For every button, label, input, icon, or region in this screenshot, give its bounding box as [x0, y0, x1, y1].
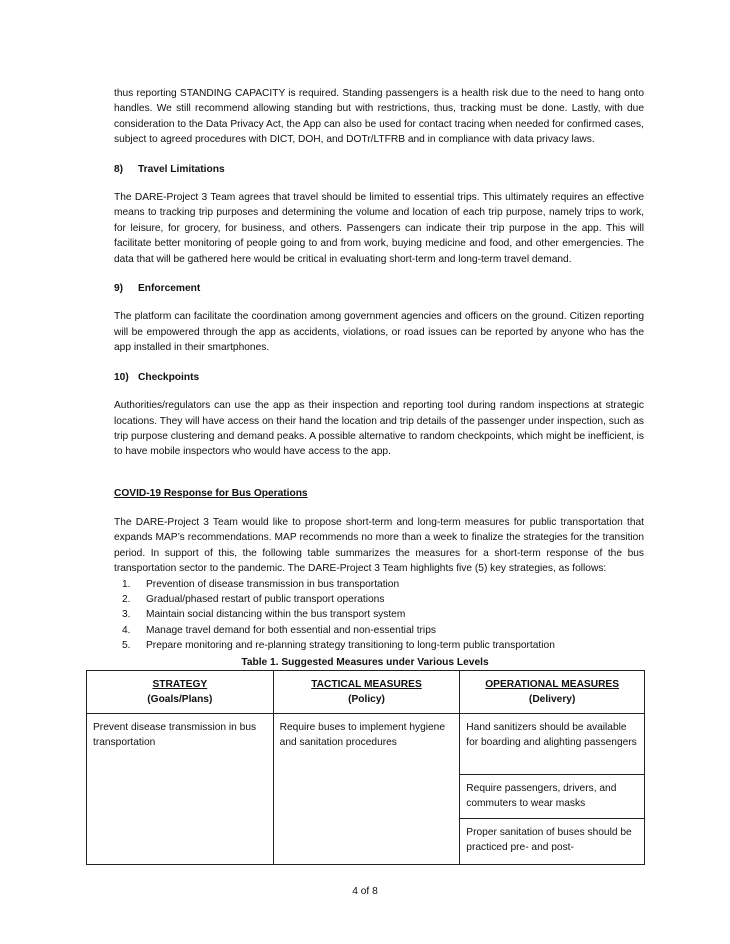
measures-table: [86, 670, 645, 865]
section-heading-travel-limitations: [114, 162, 644, 177]
section-heading-enforcement: [114, 281, 644, 296]
cell-operational: Require passengers, drivers, and commuters to wear masks: [460, 774, 645, 818]
covid-section-body: [114, 515, 644, 654]
table-header-row: [87, 671, 645, 714]
cell-operational: Hand sanitizers should be available for boarding and alighting passengers: [460, 713, 645, 774]
section-title: Checkpoints: [138, 371, 200, 383]
list-item: 3. Maintain social distancing within the bus transport system: [122, 609, 406, 621]
header-tactical-measures: TACTICAL MEASURES (Policy): [273, 671, 460, 714]
header-operational-measures: OPERATIONAL MEASURES (Delivery): [460, 671, 645, 714]
section-body-enforcement: The platform can facilitate the coordination among government agencies and officers on the ground. Citizen reporting will be empowered through the app as accidents, violations, or road issues can be reported by anyone who has the app installed in their smartphones.: [114, 311, 644, 354]
section-number: 10): [114, 371, 129, 383]
list-item: 5. Prepare monitoring and re-planning strategy transitioning to long-term public transportation: [122, 640, 555, 652]
section-title: Travel Limitations: [138, 163, 225, 175]
document-page: [114, 86, 644, 460]
section-number: 8): [114, 163, 124, 175]
list-item: 2. Gradual/phased restart of public transport operations: [122, 594, 385, 606]
page-number: 4 of 8: [352, 886, 378, 897]
table-caption: Table 1. Suggested Measures under Various Levels: [241, 657, 489, 668]
covid-intro-paragraph: The DARE-Project 3 Team would like to propose short-term and long-term measures for public transportation that expands MAP’s recommendations. MAP recommends no more than a week to finalize the strategies for the transition period. In support of this, the following table summarizes the measures for a short-term response of the bus transportation sector to the pandemic. The DARE-Project 3 Team highlights five (5) key strategies, as follows:: [114, 517, 644, 575]
section-body-checkpoints: Authorities/regulators can use the app as their inspection and reporting tool during random inspections at strategic locations. They will have access on their hand the location and trip details of the passenger under inspection, such as trip purpose clustering and demand peaks. A possible alternative to random checkpoints, which might be inefficient, is to have mobile inspectors who would have access to the app.: [114, 400, 644, 458]
section-title: Enforcement: [138, 283, 201, 295]
header-strategy: STRATEGY (Goals/Plans): [87, 671, 274, 714]
strategy-list: [114, 577, 644, 654]
section-body-travel-limitations: The DARE-Project 3 Team agrees that travel should be limited to essential trips. This ultimately requires an effective means to tracking trip purposes and determining the volume and location of each trip purpose, namely trips to work, for leisure, for grocery, for business, and others. Passengers can indicate their trip purpose in the app. This will facilitate better monitoring of people going to and from work, buying medicine and food, and other emergencies. The data that will be gathered here would be critical in evaluating short-term and long-term travel demand.: [114, 192, 644, 265]
cell-operational: Proper sanitation of buses should be practiced pre- and post-: [460, 818, 645, 864]
cell-tactical: Require buses to implement hygiene and sanitation procedures: [273, 713, 460, 864]
section-number: 9): [114, 283, 124, 295]
table-row: [87, 713, 645, 774]
section-heading-checkpoints: [114, 370, 644, 385]
list-item: 1. Prevention of disease transmission in bus transportation: [122, 578, 400, 590]
continuation-paragraph: thus reporting STANDING CAPACITY is required. Standing passengers is a health risk due to the need to hang onto handles. We still recommend allowing standing but with restrictions, thus, tracking must be done. Lastly, with due consideration to the Data Privacy Act, the App can also be used for contact tracing when needed for confirmed cases, subject to agreed procedures with DICT, DOH, and DOTr/LTFRB and in compliance with data privacy laws.: [114, 88, 644, 146]
covid-section-title: COVID-19 Response for Bus Operations: [114, 488, 308, 499]
cell-strategy: Prevent disease transmission in bus transportation: [87, 713, 274, 864]
list-item: 4. Manage travel demand for both essential and non-essential trips: [122, 624, 436, 636]
